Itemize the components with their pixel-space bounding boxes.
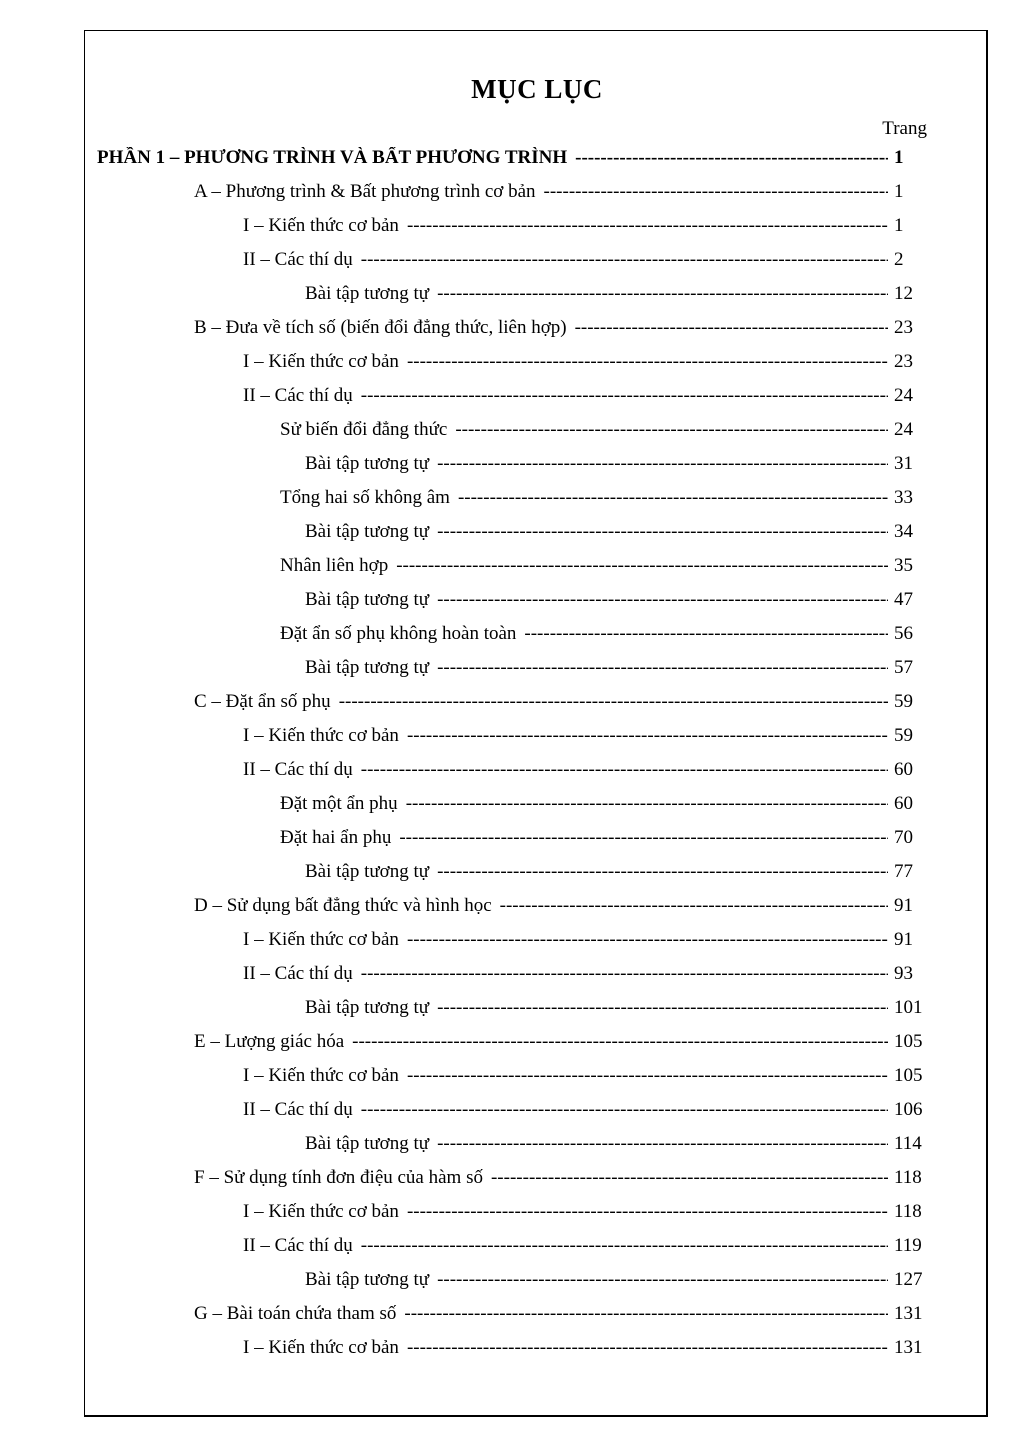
toc-entry[interactable]	[194, 317, 928, 345]
toc-entry-label: Tổng hai số không âm	[280, 487, 450, 508]
dot-leader	[361, 963, 888, 985]
toc-entry[interactable]	[243, 1099, 928, 1127]
toc-entry[interactable]	[280, 419, 928, 447]
dot-leader	[437, 1133, 888, 1155]
dot-leader	[437, 861, 888, 883]
toc-entry-page-number: 59	[894, 725, 913, 746]
toc-entry-label: Bài tập tương tự	[305, 589, 430, 610]
toc-entry[interactable]	[243, 385, 928, 413]
toc-entry-label: I – Kiến thức cơ bản	[243, 929, 399, 950]
toc-entry-label: I – Kiến thức cơ bản	[243, 351, 399, 372]
toc-entry[interactable]	[194, 691, 928, 719]
toc-entry[interactable]	[305, 657, 928, 685]
toc-entry-label: Bài tập tương tự	[305, 453, 430, 474]
toc-entry-label: Bài tập tương tự	[305, 997, 430, 1018]
toc-entry[interactable]	[243, 1337, 928, 1365]
toc-entry-label: Sử biến đổi đẳng thức	[280, 419, 448, 440]
toc-entry-label: C – Đặt ẩn số phụ	[194, 691, 331, 712]
toc-entry-page-number: 57	[894, 657, 913, 678]
toc-entry-page-number: 23	[894, 351, 913, 372]
toc-entry-label: I – Kiến thức cơ bản	[243, 725, 399, 746]
toc-entry[interactable]	[243, 1201, 928, 1229]
toc-entry-label: Nhân liên hợp	[280, 555, 389, 576]
page-column-label: Trang	[882, 118, 927, 139]
dot-leader	[437, 283, 888, 305]
dot-leader	[361, 759, 888, 781]
toc-entry[interactable]	[194, 895, 928, 923]
toc-entry[interactable]	[280, 793, 928, 821]
toc-entry[interactable]	[194, 1031, 928, 1059]
toc-entry-page-number: 35	[894, 555, 913, 576]
dot-leader	[575, 147, 888, 169]
toc-entry-label: II – Các thí dụ	[243, 1235, 353, 1256]
dot-leader	[407, 215, 888, 237]
dot-leader	[339, 691, 888, 713]
dot-leader	[407, 351, 888, 373]
toc-entry-page-number: 119	[894, 1235, 922, 1256]
toc-entry-page-number: 114	[894, 1133, 922, 1154]
toc-entry-page-number: 12	[894, 283, 913, 304]
toc-entry-label: Bài tập tương tự	[305, 283, 430, 304]
toc-entry-page-number: 59	[894, 691, 913, 712]
toc-entry[interactable]	[243, 1065, 928, 1093]
toc-entry[interactable]	[243, 929, 928, 957]
toc-entry-label: Bài tập tương tự	[305, 1133, 430, 1154]
toc-entry[interactable]	[305, 589, 928, 617]
toc-entry-page-number: 24	[894, 419, 913, 440]
toc-entry-page-number: 24	[894, 385, 913, 406]
toc-entry[interactable]	[194, 1303, 928, 1331]
toc-entry-label: Bài tập tương tự	[305, 657, 430, 678]
toc-entry-page-number: 1	[894, 215, 904, 236]
dot-leader	[361, 1099, 888, 1121]
dot-leader	[455, 419, 888, 441]
toc-entry-label: Đặt một ẩn phụ	[280, 793, 398, 814]
toc-entry-label: PHẦN 1 – PHƯƠNG TRÌNH VÀ BẤT PHƯƠNG TRÌNH	[97, 147, 568, 168]
dot-leader	[407, 1337, 888, 1359]
toc-entry-page-number: 47	[894, 589, 913, 610]
toc-entry-label: I – Kiến thức cơ bản	[243, 215, 399, 236]
dot-leader	[361, 385, 888, 407]
toc-entry[interactable]	[305, 521, 928, 549]
toc-entry-page-number: 1	[894, 147, 904, 168]
dot-leader	[404, 1303, 888, 1325]
toc-entry-label: F – Sử dụng tính đơn điệu của hàm số	[194, 1167, 483, 1188]
toc-entry[interactable]	[280, 827, 928, 855]
dot-leader	[352, 1031, 888, 1053]
dot-leader	[406, 793, 888, 815]
toc-entry-label: B – Đưa về tích số (biến đổi đẳng thức, liên hợp)	[194, 317, 567, 338]
toc-entry-page-number: 127	[894, 1269, 923, 1290]
toc-entry-label: E – Lượng giác hóa	[194, 1031, 345, 1052]
toc-entry-page-number: 70	[894, 827, 913, 848]
toc-entry-page-number: 23	[894, 317, 913, 338]
toc-entry[interactable]	[305, 283, 928, 311]
toc-entry-page-number: 60	[894, 793, 913, 814]
dot-leader	[437, 997, 888, 1019]
dot-leader	[500, 895, 888, 917]
toc-entry-label: A – Phương trình & Bất phương trình cơ bản	[194, 181, 536, 202]
toc-entry-page-number: 2	[894, 249, 904, 270]
toc-entry[interactable]	[194, 181, 928, 209]
toc-entry-label: Bài tập tương tự	[305, 1269, 430, 1290]
dot-leader	[437, 657, 888, 679]
toc-entry-label: Đặt hai ẩn phụ	[280, 827, 392, 848]
toc-entry[interactable]	[305, 1269, 928, 1297]
toc-entry-page-number: 91	[894, 929, 913, 950]
toc-entry[interactable]	[243, 759, 928, 787]
toc-entry[interactable]	[305, 997, 928, 1025]
toc-entry-page-number: 1	[894, 181, 904, 202]
toc-entry-page-number: 106	[894, 1099, 923, 1120]
toc-entry-page-number: 34	[894, 521, 913, 542]
dot-leader	[407, 1201, 888, 1223]
toc-entry-page-number: 93	[894, 963, 913, 984]
toc-entry-label: Bài tập tương tự	[305, 861, 430, 882]
toc-entry-label: D – Sử dụng bất đẳng thức và hình học	[194, 895, 492, 916]
dot-leader	[575, 317, 888, 339]
toc-entry-page-number: 101	[894, 997, 923, 1018]
toc-entry-page-number: 31	[894, 453, 913, 474]
dot-leader	[407, 929, 888, 951]
toc-entry-page-number: 56	[894, 623, 913, 644]
dot-leader	[361, 249, 888, 271]
toc-entry-page-number: 33	[894, 487, 913, 508]
dot-leader	[407, 1065, 888, 1087]
dot-leader	[491, 1167, 888, 1189]
dot-leader	[361, 1235, 888, 1257]
toc-entry-label: II – Các thí dụ	[243, 963, 353, 984]
toc-entry-page-number: 118	[894, 1201, 922, 1222]
dot-leader	[407, 725, 888, 747]
toc-entry[interactable]	[243, 963, 928, 991]
toc-entry[interactable]	[243, 725, 928, 753]
toc-entry-label: Bài tập tương tự	[305, 521, 430, 542]
toc-entry[interactable]	[280, 487, 928, 515]
dot-leader	[396, 555, 888, 577]
toc-entry-page-number: 131	[894, 1303, 923, 1324]
toc-entry-page-number: 60	[894, 759, 913, 780]
page-title: MỤC LỤC	[471, 74, 603, 104]
toc-entry[interactable]	[194, 1167, 928, 1195]
toc-entry[interactable]	[280, 623, 928, 651]
dot-leader	[437, 589, 888, 611]
toc-entry[interactable]	[243, 249, 928, 277]
dot-leader	[437, 1269, 888, 1291]
toc-entry-page-number: 118	[894, 1167, 922, 1188]
dot-leader	[437, 453, 888, 475]
toc-entry[interactable]	[280, 555, 928, 583]
toc-entry-label: I – Kiến thức cơ bản	[243, 1201, 399, 1222]
toc-entry[interactable]	[305, 861, 928, 889]
toc-entry[interactable]	[305, 1133, 928, 1161]
toc-entry-label: II – Các thí dụ	[243, 249, 353, 270]
toc-entry-label: II – Các thí dụ	[243, 1099, 353, 1120]
toc-entry[interactable]	[243, 1235, 928, 1263]
toc-entry-label: I – Kiến thức cơ bản	[243, 1065, 399, 1086]
toc-entry-page-number: 105	[894, 1065, 923, 1086]
dot-leader	[437, 521, 888, 543]
toc-entry-label: II – Các thí dụ	[243, 759, 353, 780]
toc-entry-label: Đặt ẩn số phụ không hoàn toàn	[280, 623, 517, 644]
dot-leader	[399, 827, 888, 849]
toc-entry-label: II – Các thí dụ	[243, 385, 353, 406]
dot-leader	[524, 623, 888, 645]
toc-entry[interactable]	[243, 351, 928, 379]
toc-entry-page-number: 77	[894, 861, 913, 882]
dot-leader	[544, 181, 888, 203]
toc-entry[interactable]	[97, 147, 928, 175]
toc-entry-label: G – Bài toán chứa tham số	[194, 1303, 397, 1324]
toc-entry[interactable]	[243, 215, 928, 243]
toc-entry-label: I – Kiến thức cơ bản	[243, 1337, 399, 1358]
toc-entry-page-number: 91	[894, 895, 913, 916]
toc-entry[interactable]	[305, 453, 928, 481]
dot-leader	[458, 487, 888, 509]
toc-entry-page-number: 105	[894, 1031, 923, 1052]
toc-entry-page-number: 131	[894, 1337, 923, 1358]
